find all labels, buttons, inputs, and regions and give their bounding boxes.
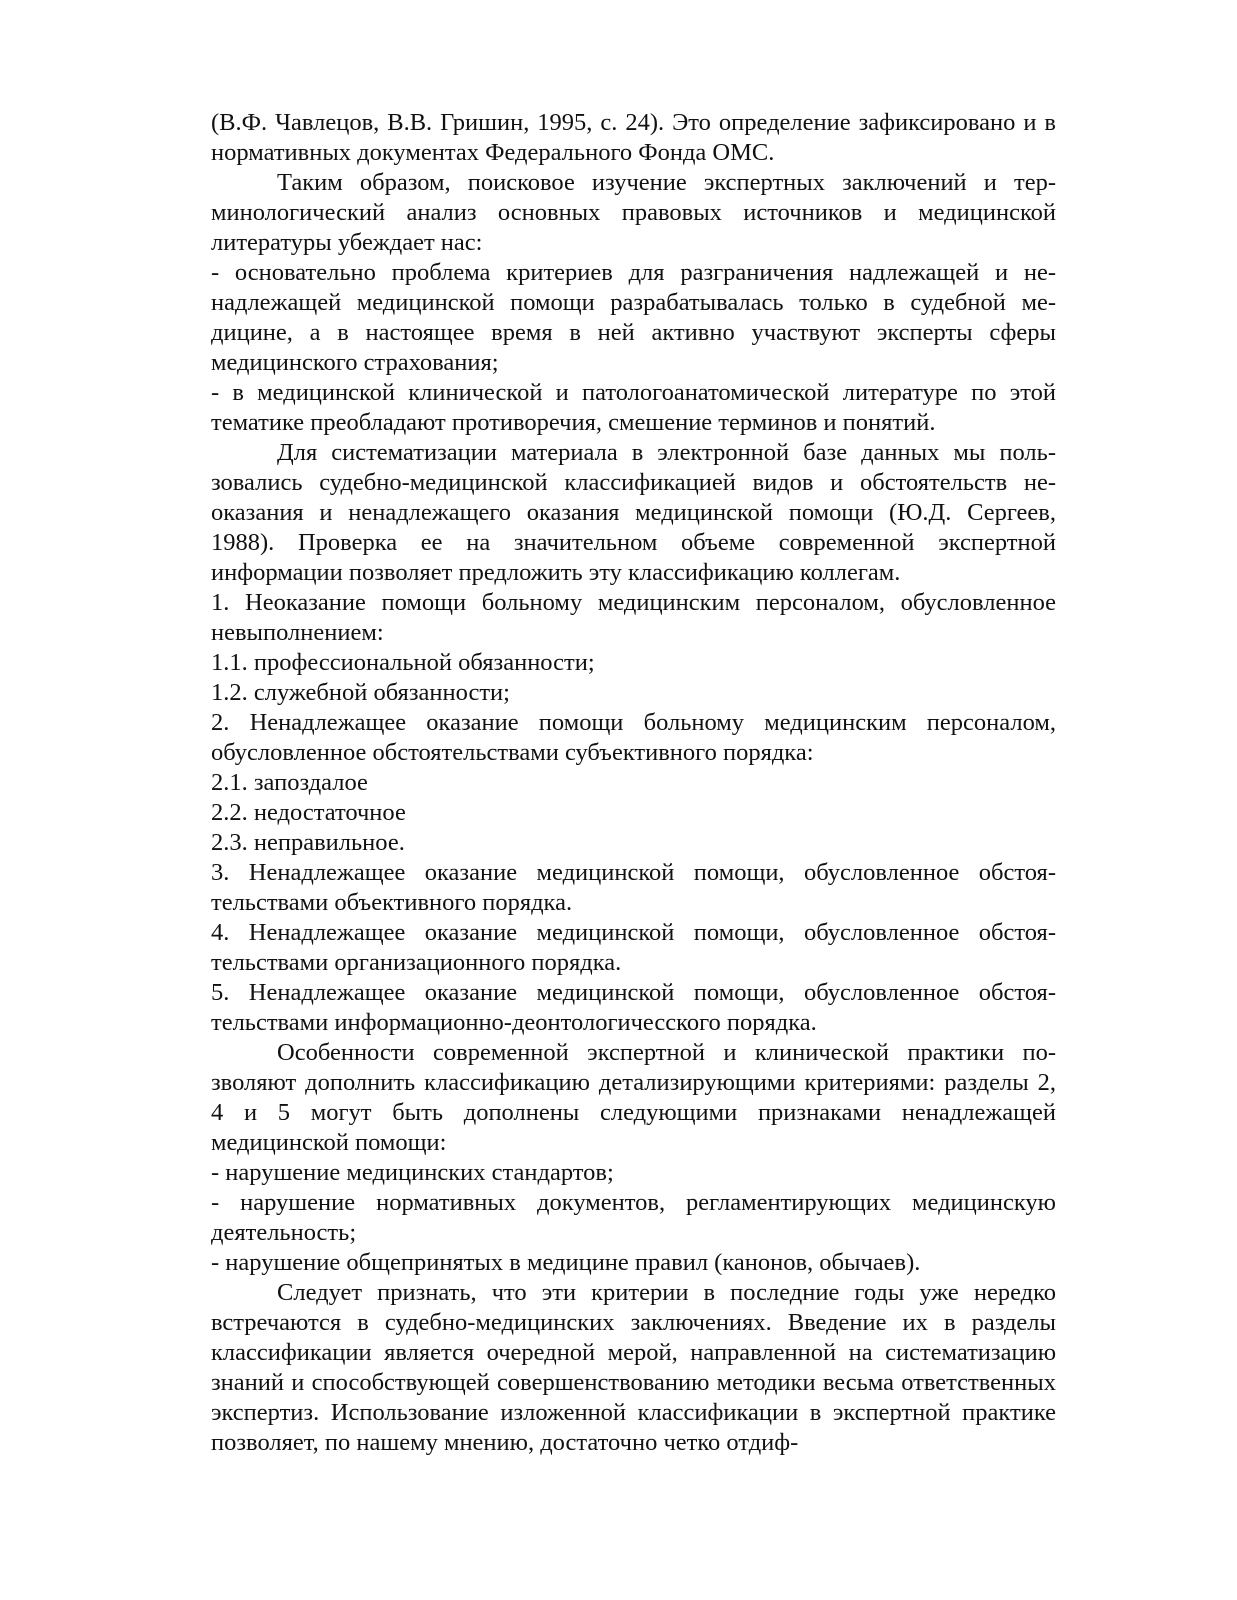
paragraph: Следует признать, что эти критерии в последние годы уже нередко встречаются в судебно-медицинских заключениях. Введение их в разделы классификации является очередной мерой, направленной на систематизацию знаний и способствующей совершенствованию методики весьма ответственных экспертиз. Использование изложенной классификации в экспертной практике позволяет, по нашему мнению, достаточно четко отдиф-	[211, 1279, 1056, 1456]
list-item: - нарушение нормативных документов, регламентирующих медицинскую деятельность;	[211, 1189, 1056, 1246]
list-item: 1. Неоказание помощи больному медицинским персоналом, обусловленное невыполнением:	[211, 589, 1056, 646]
list-item: 1.2. служебной обязанности;	[211, 679, 510, 706]
list-item: - нарушение общепринятых в медицине правил (канонов, обычаев).	[211, 1249, 921, 1276]
list-item: 2.3. неправильное.	[211, 829, 405, 856]
paragraph: (В.Ф. Чавлецов, В.В. Гришин, 1995, с. 24). Это определение зафиксировано и в нормативных документах Федерального Фонда ОМС.	[211, 109, 1056, 166]
paragraph: Таким образом, поисковое изучение экспертных заключений и терминологический анализ основных правовых источников и медицинской литературы убеждает нас:	[211, 169, 1056, 256]
list-item: - в медицинской клинической и патологоанатомической литературе по этой тематике преобладают противоречия, смешение терминов и понятий.	[211, 379, 1056, 436]
paragraph: Для систематизации материала в электронной базе данных мы пользовались судебно-медицинской классификацией видов и обстоятельств неоказания и ненадлежащего оказания медицинской помощи (Ю.Д. Сергеев, 1988). Проверка ее на значительном объеме современной экспертной информации позволяет предложить эту классификацию коллегам.	[211, 439, 1056, 586]
list-item: 4. Ненадлежащее оказание медицинской помощи, обусловленное обстоятельствами организационного порядка.	[211, 919, 1056, 976]
list-item: 3. Ненадлежащее оказание медицинской помощи, обусловленное обстоятельствами объективного порядка.	[211, 859, 1056, 916]
list-item: 2.1. запоздалое	[211, 769, 368, 796]
paragraph: Особенности современной экспертной и клинической практики позволяют дополнить классификацию детализирующими критериями: разделы 2, 4 и 5 могут быть дополнены следующими признаками ненадлежащей медицинской помощи:	[211, 1039, 1056, 1156]
document-page	[211, 108, 1056, 1458]
list-item: - основательно проблема критериев для разграничения надлежащей и ненадлежащей медицинской помощи разрабатывалась только в судебной медицине, а в настоящее время в ней активно участвуют эксперты сферы медицинского страхования;	[211, 259, 1056, 376]
list-item: - нарушение медицинских стандартов;	[211, 1159, 614, 1186]
list-item: 2.2. недостаточное	[211, 799, 406, 826]
list-item: 1.1. профессиональной обязанности;	[211, 649, 595, 676]
list-item: 2. Ненадлежащее оказание помощи больному медицинским персоналом, обусловленное обстоятельствами субъективного порядка:	[211, 709, 1056, 766]
list-item: 5. Ненадлежащее оказание медицинской помощи, обусловленное обстоятельствами информационно-деонтологичесского порядка.	[211, 979, 1056, 1036]
